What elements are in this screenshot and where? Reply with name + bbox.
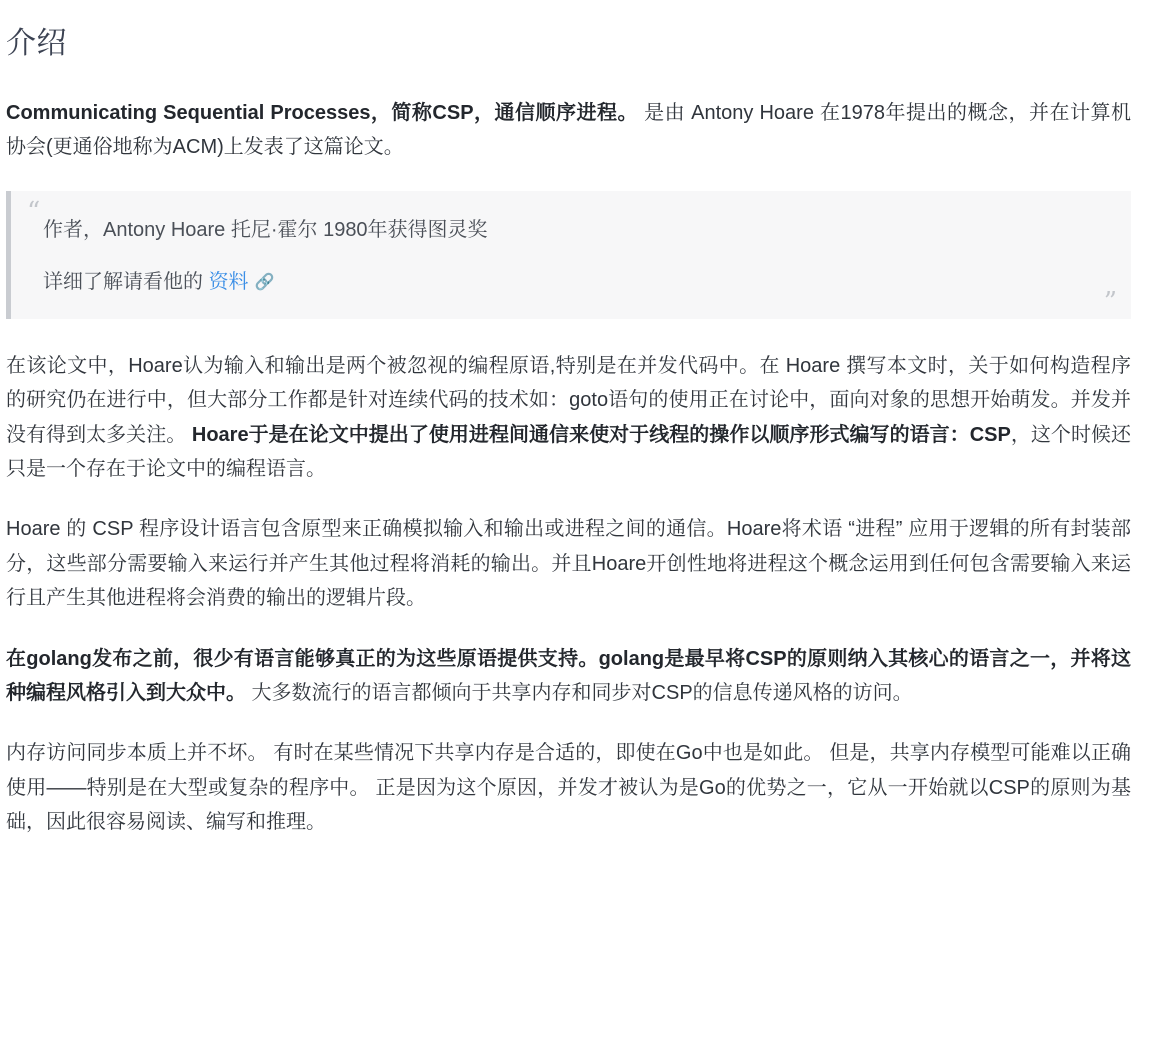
intro-paragraph xyxy=(6,96,1131,165)
quote-link-prefix: 详细了解请看他的 xyxy=(43,270,209,293)
paragraph-history-bold: Hoare于是在论文中提出了使用进程间通信来使对于线程的操作以顺序形式编写的语言：CSP xyxy=(191,423,1011,446)
paragraph-memory-sync: 内存访问同步本质上并不坏。 有时在某些情况下共享内存是合适的，即使在Go中也是如此。 但是，共享内存模型可能难以正确使用——特别是在大型或复杂的程序中。 正是因为这个原因，并发才被认为是Go的优势之一，它从一开始就以CSP的原则为基础，因此很容易阅读、编写和推理。 xyxy=(6,742,1131,834)
external-link-icon: 🔗 xyxy=(254,273,275,291)
paragraph-history xyxy=(6,349,1131,487)
quote-close-mark: ” xyxy=(1103,286,1117,317)
paragraph-history-part-b: ，这个时候还只是一个存在于论文中的编程语言。 xyxy=(6,423,1132,480)
quote-line-author: 作者，Antony Hoare 托尼·霍尔 1980年获得图灵奖 xyxy=(43,218,488,241)
page-title: 介绍 xyxy=(6,27,67,60)
author-profile-link[interactable]: 资料 xyxy=(208,270,249,293)
paragraph-golang xyxy=(6,642,1131,711)
paragraph-history-part-a: 在该论文中，Hoare认为输入和输出是两个被忽视的编程原语,特别是在并发代码中。在 Hoare 撰写本文时，关于如何构造程序的研究仍在进行中，但大部分工作都是针对连续代码的技术如：goto语句的使用正在讨论中，面向对象的思想开始萌发。并发并没有得到太多关注。 xyxy=(6,354,1131,446)
paragraph-golang-bold: 在golang发布之前，很少有语言能够真正的为这些原语提供支持。golang是最早将CSP的原则纳入其核心的语言之一，并将这种编程风格引入到大众中。 xyxy=(6,647,1131,704)
author-blockquote xyxy=(6,191,1131,319)
paragraph-csp-language: Hoare 的 CSP 程序设计语言包含原型来正确模拟输入和输出或进程之间的通信。Hoare将术语 “进程” 应用于逻辑的所有封装部分，这些部分需要输入来运行并产生其他过程将消耗的输出。并且Hoare开创性地将进程这个概念运用到任何包含需要输入来运行且产生其他进程将会消费的输出的逻辑片段。 xyxy=(6,518,1131,610)
intro-rest: 是由 Antony Hoare 在1978年提出的概念，并在计算机协会(更通俗地称为ACM)上发表了这篇论文。 xyxy=(6,102,1131,159)
quote-open-mark: “ xyxy=(27,196,41,227)
quote-line-link xyxy=(43,265,1101,299)
intro-bold-lead: Communicating Sequential Processes，简称CSP，通信顺序进程。 xyxy=(6,102,639,124)
paragraph-golang-rest: 大多数流行的语言都倾向于共享内存和同步对CSP的信息传递风格的访问。 xyxy=(246,681,913,704)
bottom-spacer xyxy=(6,865,1131,871)
